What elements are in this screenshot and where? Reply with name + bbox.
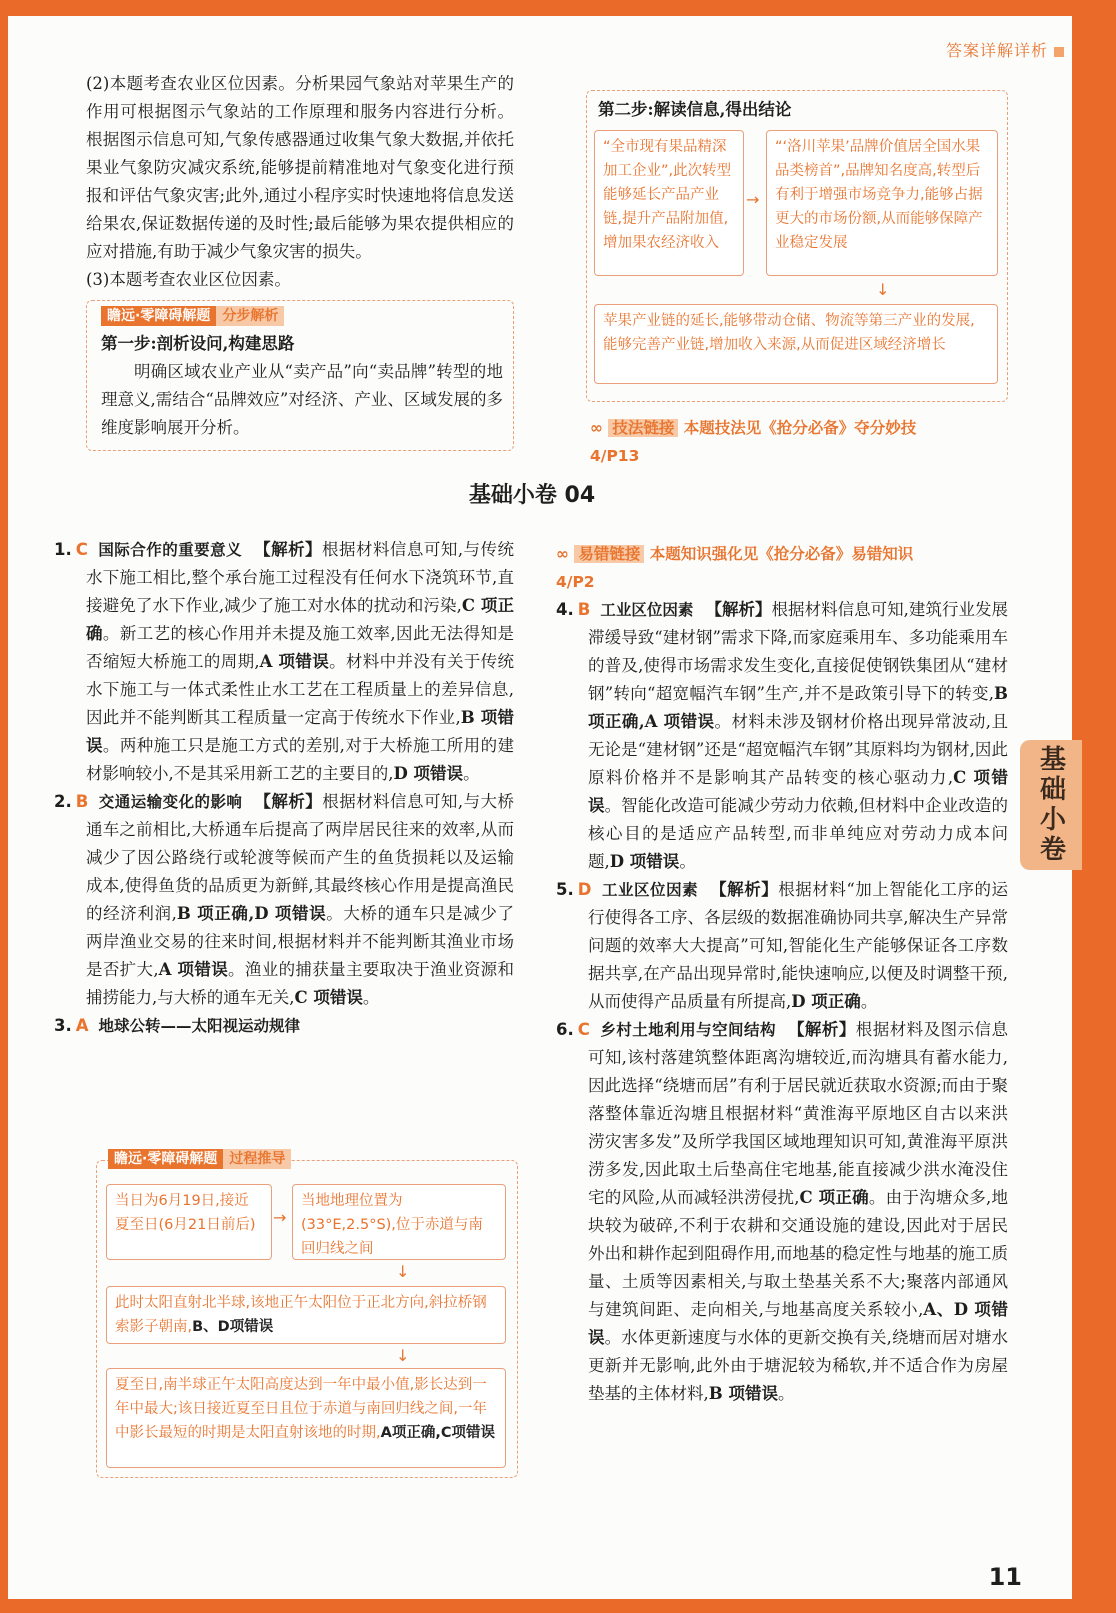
process-arrow-down-icon-2: ↓ — [396, 1346, 410, 1365]
q4-number: 4. — [556, 600, 574, 619]
page-frame-top — [0, 0, 1116, 16]
process-box-sun-north-result: B、D项错误 — [192, 1319, 274, 1335]
solution-banner-1 — [101, 302, 284, 330]
q1-text: 根据材料信息可知,与传统水下施工相比,整个承台施工过程没有任何水下浇筑环节,直接避免了水下作业,减少了施工对水体的扰动和污染, — [86, 540, 515, 615]
q2-tag: 【解析】 — [254, 792, 323, 811]
answers-left-column — [54, 536, 514, 1040]
q2-answer: B — [75, 792, 89, 811]
answer-q2 — [54, 788, 514, 1012]
q1-bold-4: D 项错误 — [393, 764, 464, 783]
q2-topic: 交通运输变化的影响 — [98, 793, 243, 811]
process-box-solstice-result: A项正确,C项错误 — [380, 1425, 495, 1441]
link-icon: ∞ — [590, 419, 603, 437]
q1-text-4: 。两种施工只是施工方式的差别,对于大桥施工所用的建材影响较小,不是其采用新工艺的主要目的, — [86, 736, 515, 783]
q2-text-3: 。渔业的捕获量主要取决于渔业资源和捕捞能力,与大桥的通车无关, — [86, 960, 515, 1007]
paragraph-q3: (3)本题考查农业区位因素。 — [86, 270, 291, 289]
side-tab: 基础小卷 — [1020, 740, 1082, 870]
q4-bold-1: B 项正确,A 项错误 — [588, 684, 1008, 731]
skill-link-text: 本题技法见《抢分必备》夺分妙技 — [683, 419, 917, 437]
q6-text-2: 。由于沟塘众多,地块较为破碎,不利于农耕和交通设施的建设,因此对于居民外出和耕作起到阻碍作用,而地基的稳定性与地基的施工质量、土质等因素相关,与取土垫基关系不大;聚落内部通风与建筑间距、走向相关,与地基高度关系较小, — [588, 1188, 1008, 1319]
q1-answer: C — [75, 540, 88, 559]
q5-bold-1: D 项正确 — [791, 992, 861, 1011]
process-banner — [108, 1148, 291, 1168]
page-frame-bottom — [0, 1599, 1116, 1613]
q5-text: 根据材料“加上智能化工序的运行使得各工序、各层级的数据准确协同共享,解决生产异常问题的效率大大提高”可知,智能化生产能够保证各工序数据共享,在产品出现异常时,能快速响应,以便及时调整干预,从而使得产品质量有所提高, — [588, 880, 1009, 1011]
q2-bold-3: C 项错误 — [294, 988, 363, 1007]
q2-bold-1: B 项正确,D 项错误 — [176, 904, 327, 923]
process-box-sun-north-text: 此时太阳直射北半球,该地正午太阳位于正北方向,斜拉桥钢索影子朝南, — [115, 1295, 487, 1335]
error-link-text: 本题知识强化见《抢分必备》易错知识 — [649, 545, 914, 563]
q1-text-3: 。材料中并没有关于传统水下施工与一体式柔性止水工艺在工程质量上的差异信息,因此并不能判断其工程质量一定高于传统水下作业, — [86, 652, 515, 727]
q1-bold-2: A 项错误 — [259, 652, 330, 671]
q4-text-2: 。材料未涉及钢材价格出现异常波动,且无论是“建材钢”还是“超宽幅汽车钢”其原料均为钢材,因此原料价格并不是影响其产品转变的核心驱动力, — [588, 712, 1009, 787]
q5-topic: 工业区位因素 — [601, 881, 699, 899]
q4-end: 。 — [679, 852, 696, 871]
q5-number: 5. — [556, 880, 574, 899]
q4-tag: 【解析】 — [705, 600, 772, 619]
q6-bold-1: C 项正确 — [799, 1188, 869, 1207]
q6-text: 根据材料及图示信息可知,该村落建筑整体距离沟塘较近,而沟塘具有蓄水能力,因此选择“绕塘而居”有利于居民就近获取水资源;而由于聚落整体靠近沟塘且根据材料“黄淮海平原地区自古以来洪涝灾害多发”及所学我国区域地理知识可知,黄淮海平原洪涝多发,因此取土后垫高住宅地基,能直接减少洪水淹没住宅的风险,从而减轻洪涝侵扰, — [588, 1020, 1009, 1207]
q3-number: 3. — [54, 1016, 72, 1035]
answer-q1 — [54, 536, 514, 788]
q1-topic: 国际合作的重要意义 — [97, 541, 243, 559]
q4-bold-2: C 项错误 — [588, 768, 1008, 815]
arrow-down-icon: ↓ — [876, 280, 890, 299]
q6-answer: C — [577, 1020, 590, 1039]
info-box-3: 苹果产业链的延长,能够带动仓储、物流等第三产业的发展,能够完善产业链,增加收入来源,从而促进区域经济增长 — [594, 304, 998, 384]
header-tag-text: 答案详解详析 — [945, 41, 1048, 60]
q5-tag: 【解析】 — [710, 880, 779, 899]
q2-text-2: 。大桥的通车只是减少了两岸渔业交易的往来时间,根据材料并不能判断其渔业市场是否扩大, — [86, 904, 514, 979]
answer-q3 — [54, 1012, 514, 1040]
paragraph-q2: (2)本题考查农业区位因素。分析果园气象站对苹果生产的作用可根据图示气象站的工作原理和服务内容进行分析。根据图示信息可知,气象传感器通过收集气象大数据,并依托果业气象防灾减灾系统,能够提前精准地对气象变化进行预报和评估气象灾害;此外,通过小程序实时快速地将信息发送给果农,保证数据传递的及时性;最后能够为果农提供相应的应对措施,有助于减少气象灾害的损失。 — [86, 74, 514, 261]
process-box-solstice — [106, 1368, 506, 1468]
q4-text-3: 。智能化改造可能减少劳动力依赖,但材料中企业改造的核心目的是适应产品转型,而非单纯应对劳动力成本问题, — [588, 796, 1008, 871]
q5-end: 。 — [860, 992, 878, 1011]
error-link-ref: 4/P2 — [556, 573, 595, 591]
q6-bold-2: A、D 项错误 — [588, 1300, 1008, 1347]
q4-text: 根据材料信息可知,建筑行业发展滞缓导致“建材钢”需求下降,而家庭乘用车、多功能乘用车的普及,使得市场需求发生变化,直接促使钢铁集团从“建材钢”转向“超宽幅汽车钢”生产,并不是政策引导下的转变, — [588, 600, 1009, 703]
top-left-column — [86, 70, 514, 451]
error-link — [556, 540, 1008, 596]
q3-topic: 地球公转——太阳视运动规律 — [98, 1017, 301, 1035]
q2-bold-2: A 项错误 — [158, 960, 229, 979]
error-link-label: 易错链接 — [574, 545, 644, 563]
arrow-right-icon: → — [746, 190, 760, 209]
page-frame-left — [0, 0, 8, 1613]
skill-link-ref: 4/P13 — [590, 447, 640, 465]
q4-answer: B — [577, 600, 591, 619]
q2-end: 。 — [362, 988, 380, 1007]
process-banner-label: 瞻远·零障碍解题 — [108, 1149, 223, 1169]
step2-title: 第二步:解读信息,得出结论 — [598, 100, 792, 119]
q1-bold-1: C 项正确 — [86, 596, 514, 643]
answer-q4 — [556, 596, 1008, 876]
q6-number: 6. — [556, 1020, 574, 1039]
q6-text-3: 。水体更新速度与水体的更新交换有关,绕塘而居对塘水更新并无影响,此外由于塘泥较为稀软,并不适合作为房屋垫基的主体材料, — [588, 1328, 1008, 1403]
q1-end: 。 — [463, 764, 480, 783]
error-link-icon: ∞ — [556, 545, 569, 563]
q6-end: 。 — [777, 1384, 795, 1403]
info-box-1: “全市现有果品精深加工企业”,此次转型能够延长产品产业链,提升产品附加值,增加果农经济收入 — [594, 130, 744, 276]
q2-text: 根据材料信息可知,与大桥通车之前相比,大桥通车后提高了两岸居民往来的效率,从而减少了因公路绕行或轮渡等候而产生的鱼货损耗以及运输成本,使得鱼货的品质更为新鲜,其最终核心作用是提高渔民的经济利润, — [86, 792, 514, 923]
q1-bold-3: B 项错误 — [86, 708, 514, 755]
step1-text: 明确区域农业产业从“卖产品”向“卖品牌”转型的地理意义,需结合“品牌效应”对经济、产业、区域发展的多维度影响展开分析。 — [101, 362, 503, 437]
q1-text-2: 。新工艺的核心作用并未提及施工效率,因此无法得知是否缩短大桥施工的周期, — [86, 624, 515, 671]
q3-answer: A — [75, 1016, 89, 1035]
skill-link-label: 技法链接 — [608, 419, 678, 437]
q2-number: 2. — [54, 792, 72, 811]
q4-topic: 工业区位因素 — [600, 601, 694, 619]
info-box-2: “‘洛川苹果’品牌价值居全国水果品类榜首”,品牌知名度高,转型后有利于增强市场竞争力,能够占据更大的市场份额,从而能够保障产业稳定发展 — [766, 130, 998, 276]
section-title: 基础小卷 04 — [468, 483, 596, 508]
banner-sublabel: 分步解析 — [216, 306, 284, 326]
answer-q6 — [556, 1016, 1008, 1408]
header-dots-icon — [1054, 47, 1064, 57]
answers-right-column — [556, 540, 1008, 1408]
solution-box-1 — [86, 300, 514, 451]
process-box-date: 当日为6月19日,接近夏至日(6月21日前后) — [106, 1184, 272, 1260]
page-number: 11 — [988, 1563, 1022, 1591]
process-banner-sublabel: 过程推导 — [223, 1149, 291, 1169]
q4-bold-3: D 项错误 — [609, 852, 680, 871]
header-tag — [946, 38, 1064, 61]
q6-tag: 【解析】 — [787, 1020, 856, 1039]
q1-tag: 【解析】 — [254, 540, 323, 559]
process-box-solstice-text: 夏至日,南半球正午太阳高度达到一年中最小值,影长达到一年中最大;该日接近夏至日且位于赤道与南回归线之间,一年中影长最短的时期是太阳直射该地的时期, — [115, 1377, 487, 1441]
banner-label: 瞻远·零障碍解题 — [101, 306, 216, 326]
q1-number: 1. — [54, 540, 72, 559]
process-arrow-right-icon: → — [273, 1208, 287, 1227]
process-arrow-down-icon-1: ↓ — [396, 1262, 410, 1281]
process-box-sun-north — [106, 1286, 506, 1344]
q5-answer: D — [577, 880, 592, 899]
q6-bold-3: B 项错误 — [708, 1384, 778, 1403]
step1-title: 第一步:剖析设问,构建思路 — [101, 334, 295, 353]
process-box-location: 当地地理位置为(33°E,2.5°S),位于赤道与南回归线之间 — [292, 1184, 506, 1260]
answer-q5 — [556, 876, 1008, 1016]
q6-topic: 乡村土地利用与空间结构 — [599, 1021, 776, 1039]
skill-link — [590, 414, 1010, 470]
